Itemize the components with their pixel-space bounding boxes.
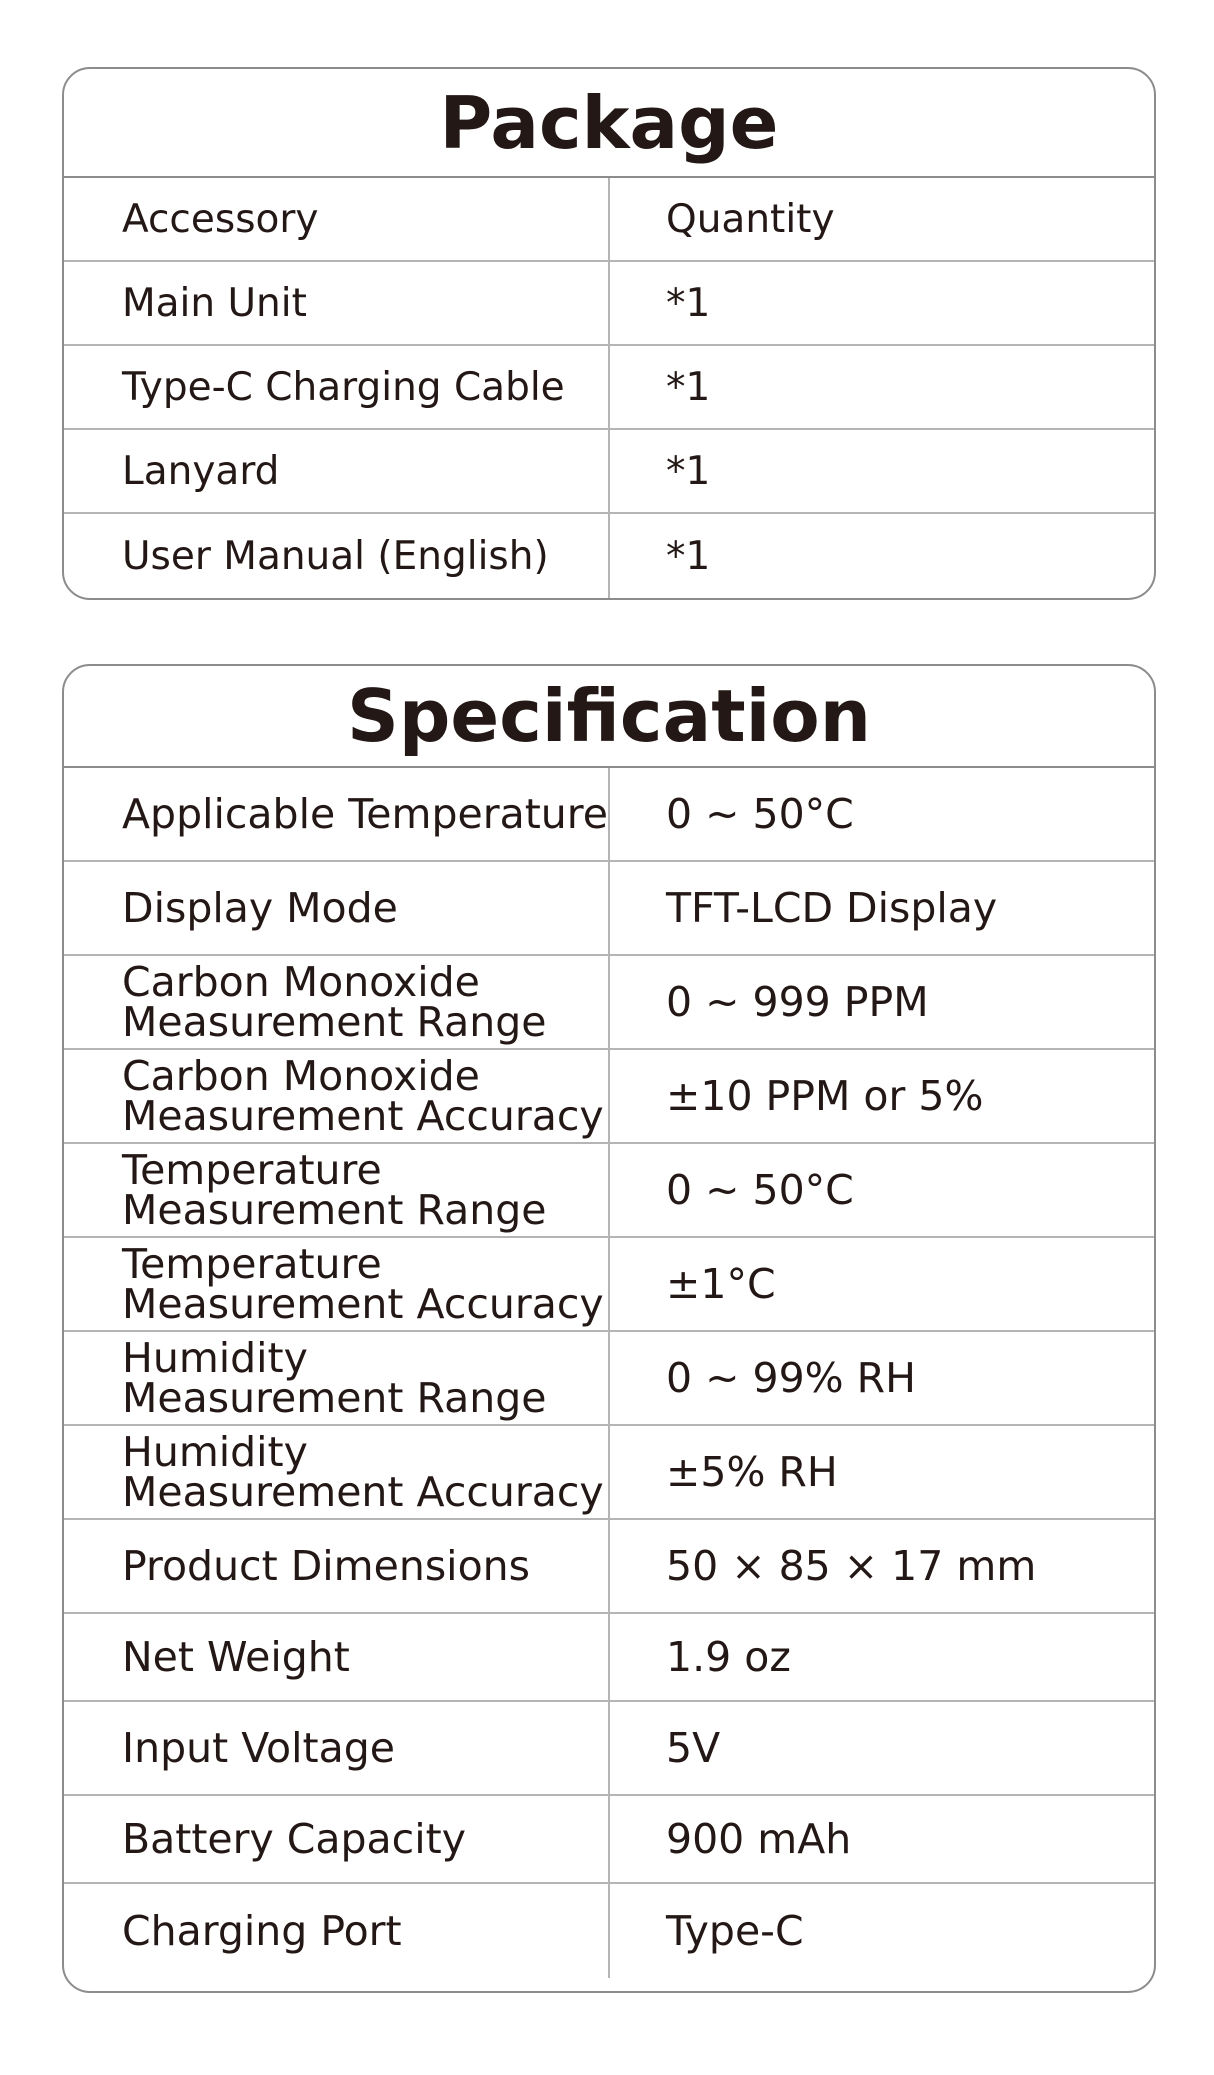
spec-value: Type-C xyxy=(666,1906,804,1955)
spec-row xyxy=(64,1702,1154,1796)
specification-title: Specification xyxy=(64,666,1154,768)
spec-label xyxy=(64,1702,610,1794)
spec-label-line: Display Mode xyxy=(122,884,398,932)
spec-row xyxy=(64,1520,1154,1614)
spec-label xyxy=(64,956,610,1048)
package-item: Main Unit xyxy=(64,262,610,344)
spec-label-line: Carbon Monoxide xyxy=(122,958,480,1006)
spec-label xyxy=(64,1884,610,1978)
package-title: Package xyxy=(64,69,1154,178)
spec-value: ±5% RH xyxy=(666,1447,838,1496)
spec-row xyxy=(64,862,1154,956)
specification-rows xyxy=(64,768,1154,1978)
spec-label-line: Temperature xyxy=(122,1146,382,1194)
spec-label xyxy=(64,1144,610,1236)
package-row xyxy=(64,430,1154,514)
spec-row xyxy=(64,956,1154,1050)
specification-table xyxy=(62,664,1156,1993)
spec-label-line: Measurement Range xyxy=(122,1186,547,1234)
spec-row xyxy=(64,1050,1154,1144)
package-row xyxy=(64,514,1154,598)
spec-label xyxy=(64,1520,610,1612)
spec-value: 0 ~ 50°C xyxy=(666,789,854,838)
package-table xyxy=(62,67,1156,600)
spec-value: TFT-LCD Display xyxy=(666,883,998,932)
package-qty: *1 xyxy=(666,533,711,579)
spec-value: 5V xyxy=(666,1723,721,1772)
spec-row xyxy=(64,1332,1154,1426)
spec-value: 900 mAh xyxy=(666,1814,852,1863)
package-qty: *1 xyxy=(666,448,711,494)
package-header-row xyxy=(64,178,1154,262)
package-qty: *1 xyxy=(666,280,711,326)
spec-value: 1.9 oz xyxy=(666,1632,791,1681)
spec-label xyxy=(64,1332,610,1424)
package-row xyxy=(64,346,1154,430)
spec-label-line: Battery Capacity xyxy=(122,1815,466,1863)
spec-value: 50 × 85 × 17 mm xyxy=(666,1541,1037,1590)
spec-label-line: Product Dimensions xyxy=(122,1542,530,1590)
spec-label-line: Measurement Accuracy xyxy=(122,1468,604,1516)
accessory-column-header: Accessory xyxy=(64,178,610,260)
spec-value: 0 ~ 99% RH xyxy=(666,1353,916,1402)
spec-label-line: Measurement Range xyxy=(122,1374,547,1422)
spec-row xyxy=(64,1614,1154,1702)
spec-label-line: Measurement Accuracy xyxy=(122,1280,604,1328)
spec-value: ±1°C xyxy=(666,1259,776,1308)
package-row xyxy=(64,262,1154,346)
spec-row xyxy=(64,768,1154,862)
spec-label-line: Measurement Range xyxy=(122,998,547,1046)
spec-row xyxy=(64,1426,1154,1520)
spec-row xyxy=(64,1796,1154,1884)
package-item: User Manual (English) xyxy=(64,514,610,598)
spec-label xyxy=(64,862,610,954)
spec-label-line: Temperature xyxy=(122,1240,382,1288)
spec-label-line: Humidity xyxy=(122,1334,308,1382)
spec-label-line: Measurement Accuracy xyxy=(122,1092,604,1140)
spec-row xyxy=(64,1238,1154,1332)
spec-value: 0 ~ 999 PPM xyxy=(666,977,929,1026)
spec-label xyxy=(64,1050,610,1142)
spec-row xyxy=(64,1144,1154,1238)
spec-label xyxy=(64,1614,610,1700)
package-item: Lanyard xyxy=(64,430,610,512)
spec-label xyxy=(64,768,610,860)
spec-label-line: Humidity xyxy=(122,1428,308,1476)
spec-label-line: Net Weight xyxy=(122,1633,350,1681)
spec-label-line: Charging Port xyxy=(122,1907,402,1955)
spec-label-line: Carbon Monoxide xyxy=(122,1052,480,1100)
quantity-column-header: Quantity xyxy=(666,196,835,242)
spec-row xyxy=(64,1884,1154,1978)
spec-label-line: Input Voltage xyxy=(122,1724,395,1772)
spec-label-line: Applicable Temperature xyxy=(122,790,608,838)
spec-label xyxy=(64,1796,610,1882)
package-item: Type-C Charging Cable xyxy=(64,346,610,428)
package-qty: *1 xyxy=(666,364,711,410)
spec-value: 0 ~ 50°C xyxy=(666,1165,854,1214)
spec-label xyxy=(64,1238,610,1330)
spec-label xyxy=(64,1426,610,1518)
spec-value: ±10 PPM or 5% xyxy=(666,1071,984,1120)
